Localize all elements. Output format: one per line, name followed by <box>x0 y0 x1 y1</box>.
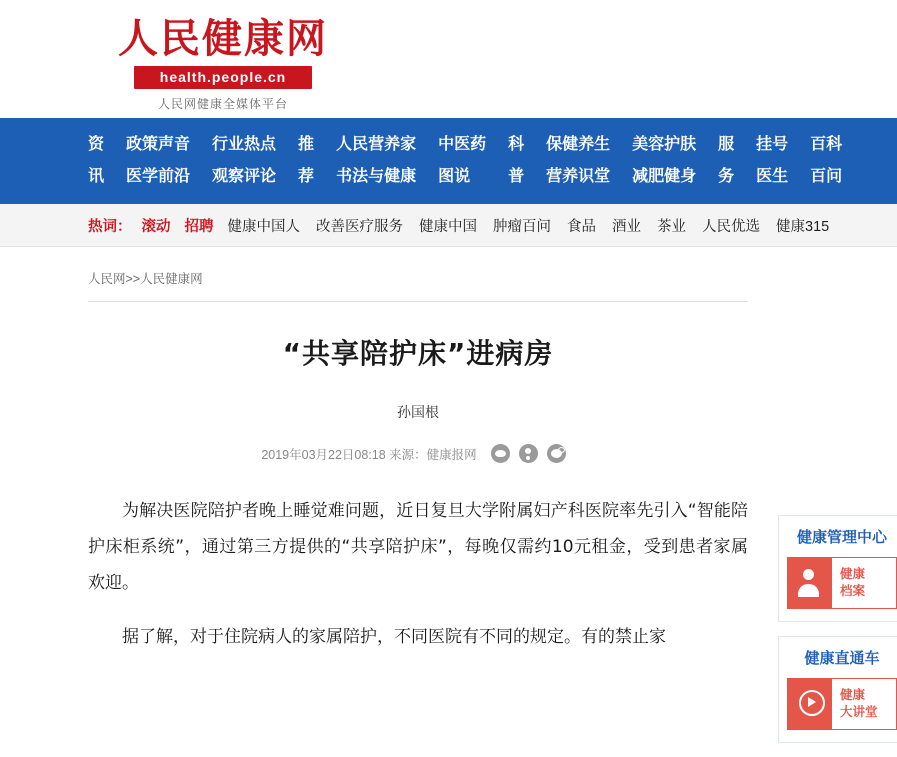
share-icons <box>491 444 575 463</box>
nav-item-doctor[interactable]: 医生 <box>756 168 789 185</box>
nav-item-xun[interactable]: 讯 <box>88 168 105 185</box>
nav-item-wu[interactable]: 务 <box>718 168 735 185</box>
site-logo[interactable] <box>88 16 358 112</box>
nav-item-ke[interactable]: 科 <box>508 136 525 153</box>
nav-item-illustration[interactable]: 图说 <box>438 168 471 185</box>
article-author: 孙国根 <box>397 404 439 420</box>
main-navigation <box>0 118 897 204</box>
banner-text-line2: 档案 <box>840 584 866 598</box>
logo-url-badge: health.people.cn <box>134 66 312 89</box>
banner-text-line2: 大讲堂 <box>840 705 878 719</box>
hotword-tea[interactable]: 茶业 <box>657 218 686 235</box>
article-paragraph: 据了解，对于住院病人的家属陪护，不同医院有不同的规定。有的禁止家 <box>122 627 666 647</box>
nav-item-encyclopedia[interactable]: 百科 <box>810 136 843 153</box>
nav-item-health-preservation[interactable]: 保健养生 <box>546 136 611 153</box>
nav-group-tcm <box>438 118 486 204</box>
logo-chinese-title: 人民健康网 <box>118 15 328 62</box>
nav-item-policy-voice[interactable]: 政策声音 <box>126 136 191 153</box>
hotword-peoples-choice[interactable]: 人民优选 <box>702 218 760 235</box>
nav-group-kepu <box>508 118 524 204</box>
nav-item-tcm[interactable]: 中医药 <box>438 136 487 153</box>
nav-group-zixun <box>88 118 104 204</box>
nav-item-registration[interactable]: 挂号 <box>756 136 789 153</box>
divider <box>88 301 748 302</box>
hotword-healthy-china[interactable]: 健康中国 <box>419 218 477 235</box>
hotword-improve-medical-service[interactable]: 改善医疗服务 <box>316 218 403 235</box>
hotword-zhaopin[interactable]: 招聘 <box>184 218 214 235</box>
nav-inner <box>88 118 897 204</box>
hotwords-label: 热词： <box>88 218 132 235</box>
wechat-icon[interactable] <box>491 444 510 463</box>
nav-item-hundred-questions[interactable]: 百问 <box>810 168 843 185</box>
breadcrumb[interactable]: 人民网>>人民健康网 <box>88 272 203 286</box>
article-paragraph: 为解决医院陪护者晚上睡觉难问题，近日复旦大学附属妇产科医院率先引入“智能陪护床柜系统”，通过第三方提供的“共享陪护床”，每晚仅需约10元租金，受到患者家属欢迎。 <box>88 501 748 593</box>
sidebar-card-title: 健康管理中心 <box>796 529 887 546</box>
nav-group-industry <box>212 118 276 204</box>
banner-text-line1: 健康 <box>840 567 866 581</box>
sidebar-card-health-management <box>778 515 897 622</box>
nav-item-calligraphy-health[interactable]: 书法与健康 <box>336 168 417 185</box>
nav-item-observation-review[interactable]: 观察评论 <box>212 168 277 185</box>
health-record-banner[interactable] <box>787 557 897 609</box>
banner-text <box>832 687 878 721</box>
nav-group-service <box>718 118 734 204</box>
site-header <box>0 0 897 118</box>
nav-item-jian[interactable]: 荐 <box>298 168 315 185</box>
nav-item-zi[interactable]: 资 <box>88 136 105 153</box>
nav-group-policy <box>126 118 190 204</box>
content-area <box>0 247 897 719</box>
nav-item-weightloss-fitness[interactable]: 减肥健身 <box>632 168 697 185</box>
nav-item-fu[interactable]: 服 <box>718 136 735 153</box>
article-body <box>88 493 748 655</box>
hotword-healthy-chinese[interactable]: 健康中国人 <box>227 218 300 235</box>
hotword-tumor-qa[interactable]: 肿瘤百问 <box>493 218 551 235</box>
nav-item-skincare[interactable]: 美容护肤 <box>632 136 697 153</box>
article-column <box>88 293 748 673</box>
nav-group-tuijian <box>298 118 314 204</box>
page-title: “共享陪护床”进病房 <box>282 337 554 370</box>
weibo-icon[interactable] <box>547 444 566 463</box>
play-icon <box>788 679 832 729</box>
nav-item-pu[interactable]: 普 <box>508 168 525 185</box>
banner-text <box>832 566 865 600</box>
nav-group-encyclopedia <box>810 118 842 204</box>
nav-group-beauty <box>632 118 696 204</box>
sidebar-card-health-express <box>778 636 897 743</box>
hotword-liquor[interactable]: 酒业 <box>612 218 641 235</box>
hotword-health315[interactable]: 健康315 <box>776 218 830 235</box>
nav-item-nutritionist[interactable]: 人民营养家 <box>336 136 417 153</box>
sidebar-card-title: 健康直通车 <box>804 650 880 667</box>
hotword-gundong[interactable]: 滚动 <box>141 218 171 235</box>
nav-group-nutrition <box>336 118 416 204</box>
logo-subtitle: 人民网健康全媒体平台 <box>157 97 288 111</box>
health-lecture-banner[interactable] <box>787 678 897 730</box>
nav-item-medical-frontier[interactable]: 医学前沿 <box>126 168 191 185</box>
nav-item-industry-hotspot[interactable]: 行业热点 <box>212 136 277 153</box>
person-icon[interactable] <box>519 444 538 463</box>
nav-item-tui[interactable]: 推 <box>298 136 315 153</box>
banner-text-line1: 健康 <box>840 688 866 702</box>
article-meta-row <box>88 444 748 463</box>
hotword-food[interactable]: 食品 <box>567 218 596 235</box>
hotwords-bar <box>0 204 897 247</box>
article-meta: 2019年03月22日08:18 来源：健康报网 <box>261 447 477 462</box>
nav-group-registration <box>756 118 788 204</box>
right-sidebar <box>778 515 897 757</box>
nav-item-nutrition-knowledge[interactable]: 营养识堂 <box>546 168 611 185</box>
nav-group-healthcare <box>546 118 610 204</box>
person-icon <box>788 558 832 608</box>
